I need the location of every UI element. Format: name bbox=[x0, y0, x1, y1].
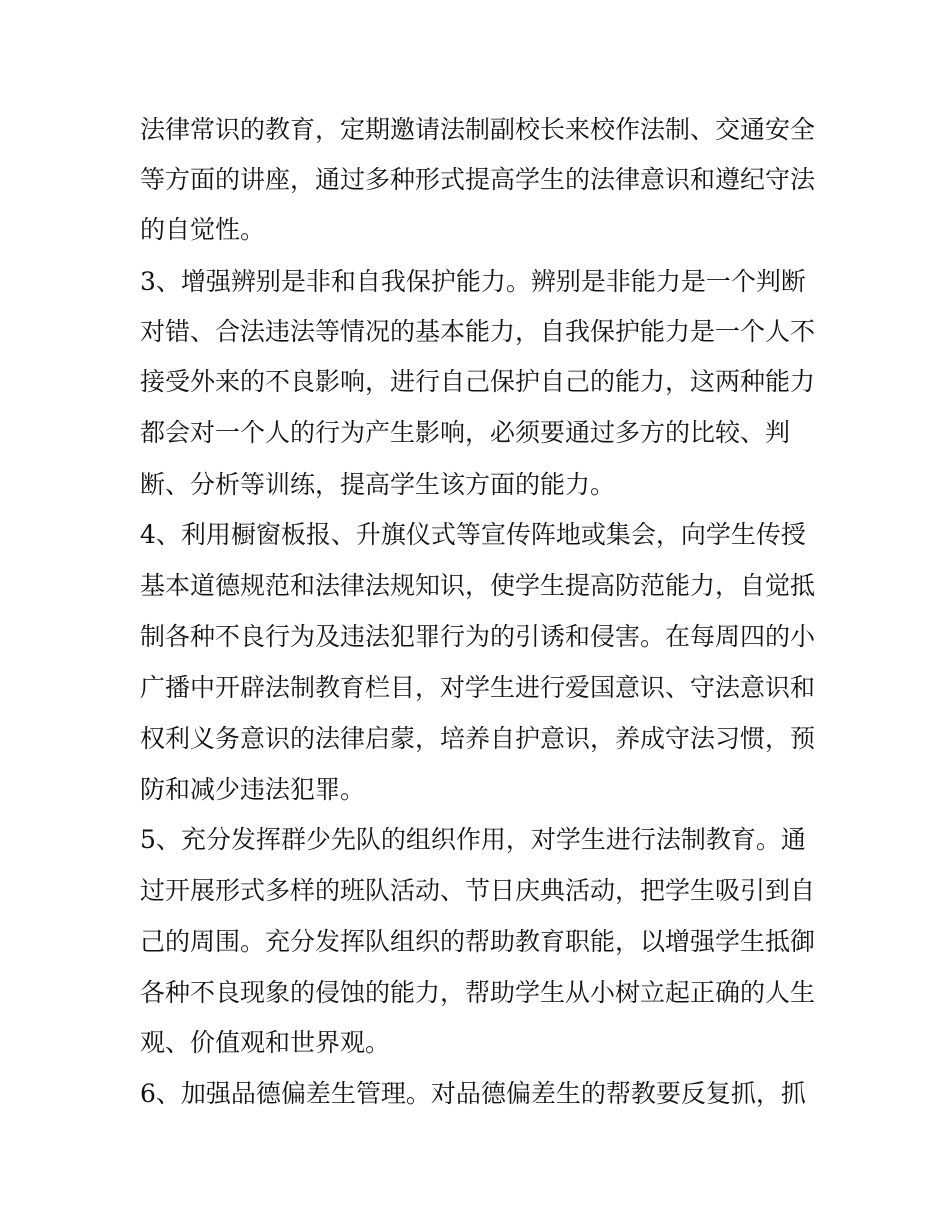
text-line: 对错、合法违法等情况的基本能力，自我保护能力是一个人不 bbox=[140, 317, 816, 346]
text-line: 过开展形式多样的班队活动、节日庆典活动，把学生吸引到自 bbox=[140, 876, 816, 905]
text-line: 都会对一个人的行为产生影响，必须要通过多方的比较、判 bbox=[140, 418, 791, 447]
text-line: 基本道德规范和法律法规知识，使学生提高防范能力，自觉抵 bbox=[140, 571, 816, 600]
text-line: 断、分析等训练，提高学生该方面的能力。 bbox=[140, 470, 616, 499]
text-line: 权利义务意识的法律启蒙，培养自护意识，养成守法习惯，预 bbox=[140, 724, 816, 753]
text-line: 5、充分发挥群少先队的组织作用，对学生进行法制教育。通 bbox=[140, 825, 806, 854]
text-line: 广播中开辟法制教育栏目，对学生进行爱国意识、守法意识和 bbox=[140, 673, 816, 702]
text-line: 接受外来的不良影响，进行自己保护自己的能力，这两种能力 bbox=[140, 367, 816, 396]
text-line: 制各种不良行为及违法犯罪行为的引诱和侵害。在每周四的小 bbox=[140, 622, 816, 651]
text-line: 6、加强品德偏差生管理。对品德偏差生的帮教要反复抓，抓 bbox=[140, 1079, 806, 1108]
text-line: 4、利用橱窗板报、升旗仪式等宣传阵地或集会，向学生传授 bbox=[140, 520, 806, 549]
text-line: 观、价值观和世界观。 bbox=[140, 1028, 391, 1057]
text-line: 的自觉性。 bbox=[140, 215, 266, 244]
text-line: 法律常识的教育，定期邀请法制副校长来校作法制、交通安全 bbox=[140, 115, 816, 144]
text-line: 己的周围。充分发挥队组织的帮助教育职能，以增强学生抵御 bbox=[140, 927, 816, 956]
text-line: 3、增强辨别是非和自我保护能力。辨别是非能力是一个判断 bbox=[140, 267, 806, 296]
text-line: 等方面的讲座，通过多种形式提高学生的法律意识和遵纪守法 bbox=[140, 165, 816, 194]
text-line: 防和减少违法犯罪。 bbox=[140, 775, 366, 804]
text-line: 各种不良现象的侵蚀的能力，帮助学生从小树立起正确的人生 bbox=[140, 978, 816, 1007]
